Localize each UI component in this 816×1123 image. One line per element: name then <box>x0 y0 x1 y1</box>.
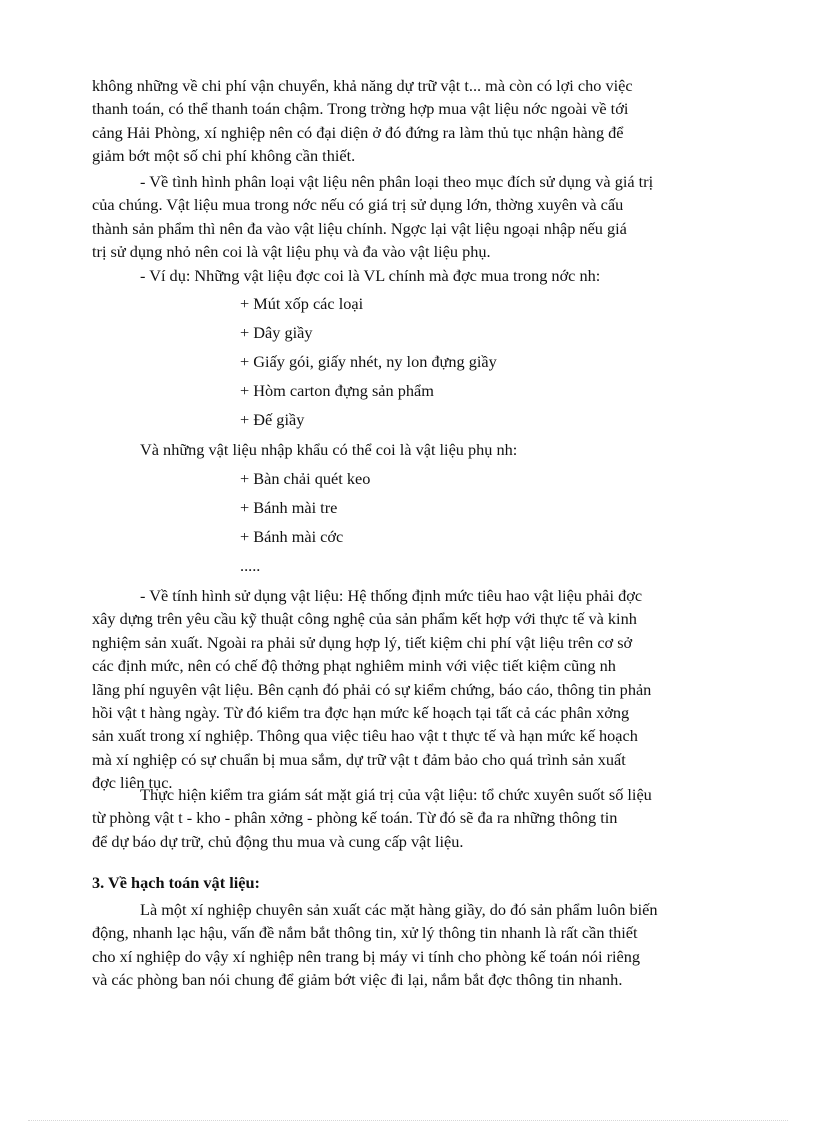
text-line: thành sản phẩm thì nên đa vào vật liệu chính. Ngợc lại vật liệu ngoại nhập nếu giá <box>92 218 627 238</box>
text-line: - Về tính hình sử dụng vật liệu: Hệ thống định mức tiêu hao vật liệu phải đợc <box>140 586 643 605</box>
text-line: giảm bớt một số chi phí không cần thiết. <box>92 146 356 166</box>
text-line: lãng phí nguyên vật liệu. Bên cạnh đó phải có sự kiểm chứng, báo cáo, thông tin phản <box>92 679 652 699</box>
text-line: không những về chi phí vận chuyển, khả năng dự trữ vật t... mà còn có lợi cho việc <box>92 76 633 95</box>
text-line: xây dựng trên yêu cầu kỹ thuật công nghệ của sản phẩm kết hợp với thực tế và kinh <box>92 609 637 629</box>
aux-material-item: + Bàn chải quét keo <box>240 469 371 488</box>
text-line: từ phòng vật t - kho - phân xởng - phòng kế toán. Từ đó sẽ đa ra những thông tin <box>92 808 618 828</box>
text-line: cảng Hải Phòng, xí nghiệp nên có đại diện ở đó đứng ra làm thủ tục nhận hàng để <box>92 122 624 142</box>
text-line: cho xí nghiệp do vậy xí nghiệp nên trang bị máy vi tính cho phòng kế toán nói riêng <box>92 946 641 966</box>
paragraph-value-control <box>92 783 754 853</box>
example-lead: - Ví dụ: Những vật liệu đợc coi là VL chính mà đợc mua trong nớc nh: <box>140 266 601 285</box>
aux-material-item: + Bánh mài tre <box>240 498 338 517</box>
text-line: Là một xí nghiệp chuyên sản xuất các mặt hàng giầy, do đó sản phẩm luôn biến <box>140 900 658 919</box>
text-line: các định mức, nên có chế độ thởng phạt nghiêm minh với việc tiết kiệm cũng nh <box>92 656 616 676</box>
text-line: mà xí nghiệp có sự chuẩn bị mua sắm, dự trữ vật t đảm bảo cho quá trình sản xuất <box>92 749 626 769</box>
text-line: trị sử dụng nhỏ nên coi là vật liệu phụ và đa vào vật liệu phụ. <box>92 242 491 262</box>
text-line: để dự báo dự trữ, chủ động thu mua và cung cấp vật liệu. <box>92 831 464 851</box>
text-line: - Về tình hình phân loại vật liệu nên phân loại theo mục đích sử dụng và giá trị <box>140 172 654 191</box>
paragraph-material-classification <box>92 170 754 264</box>
text-line: thanh toán, có thể thanh toán chậm. Trong trờng hợp mua vật liệu nớc ngoài về tới <box>92 99 629 119</box>
main-material-item: + Hòm carton đựng sản phẩm <box>240 381 434 400</box>
page-bottom-divider <box>28 1120 788 1121</box>
text-line: động, nhanh lạc hậu, vấn đề nắm bắt thông tin, xử lý thông tin nhanh là rất cần thiết <box>92 923 638 943</box>
paragraph-transport-costs <box>92 74 754 168</box>
main-material-item: + Giấy gói, giấy nhét, ny lon đựng giầy <box>240 352 497 371</box>
main-material-item: + Đế giầy <box>240 410 305 429</box>
paragraph-accounting <box>92 898 754 992</box>
text-line: sản xuất trong xí nghiệp. Thông qua việc tiêu hao vật t thực tế và hạn mức kế hoạch <box>92 726 638 746</box>
text-line: nghiệm sản xuất. Ngoài ra phải sử dụng hợp lý, tiết kiệm chi phí vật liệu trên cơ sở <box>92 632 633 652</box>
text-line: Thực hiện kiểm tra giám sát mặt giá trị của vật liệu: tổ chức xuyên suốt số liệu <box>140 785 652 804</box>
import-lead: Và những vật liệu nhập khẩu có thể coi là vật liệu phụ nh: <box>140 440 518 459</box>
paragraph-material-usage <box>92 584 754 795</box>
main-material-item: + Dây giầy <box>240 323 313 342</box>
text-line: đợc liên tục. <box>92 773 173 793</box>
section-heading: 3. Về hạch toán vật liệu: <box>92 873 260 892</box>
text-line: hồi vật t hàng ngày. Từ đó kiểm tra đợc hạn mức kế hoạch tại tất cả các phân xởng <box>92 703 630 723</box>
text-line: và các phòng ban nói chung để giảm bớt việc đi lại, nắm bắt đợc thông tin nhanh. <box>92 970 623 990</box>
main-material-item: + Mút xốp các loại <box>240 294 364 313</box>
list-ellipsis: ..... <box>240 556 261 575</box>
aux-material-item: + Bánh mài cớc <box>240 527 344 546</box>
text-line: của chúng. Vật liệu mua trong nớc nếu có giá trị sử dụng lớn, thờng xuyên và cấu <box>92 195 624 215</box>
